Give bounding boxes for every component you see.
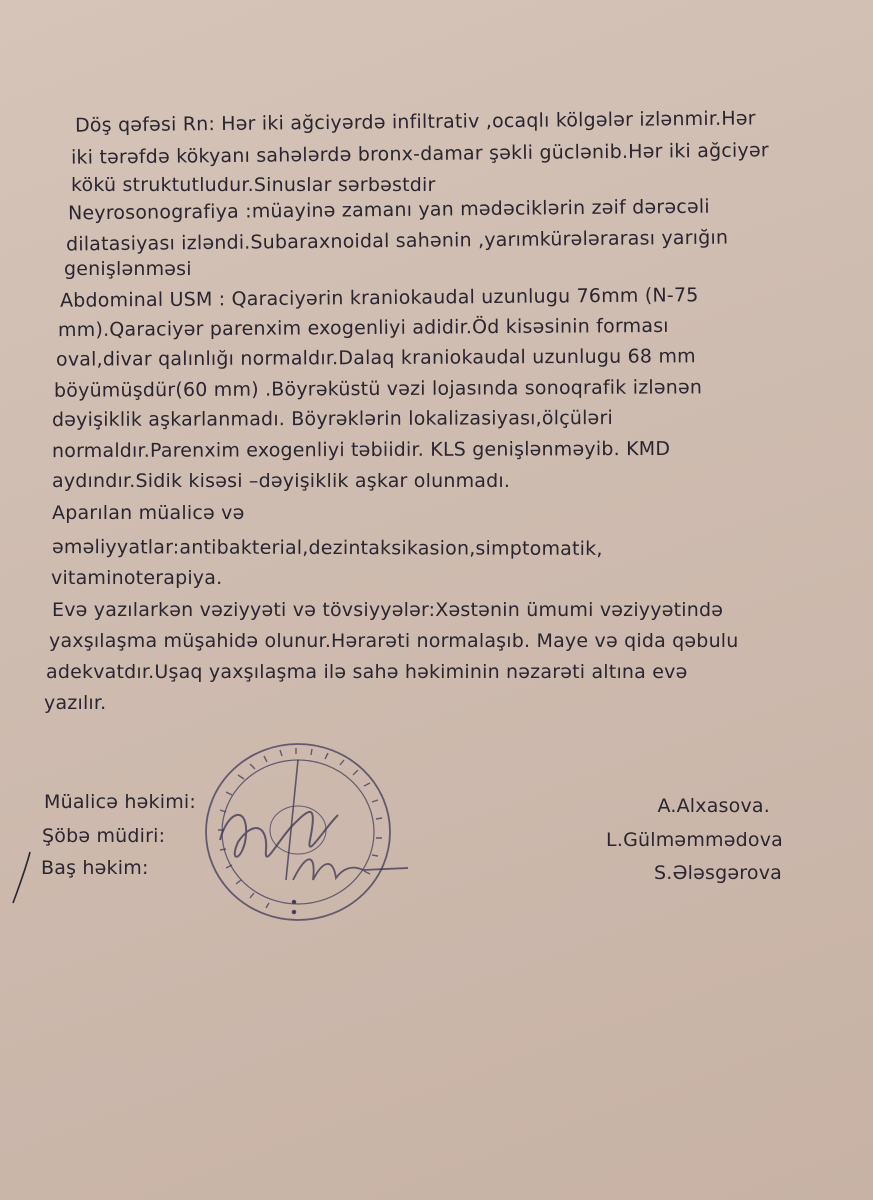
body-line: Abdominal USM : Qaraciyərin kraniokaudal uzunlugu 76mm (N-75 <box>59 284 699 312</box>
body-line: əməliyyatlar:antibakterial,dezintaksikasion,simptomatik, <box>51 536 603 560</box>
body-line: Evə yazılarkən vəziyyəti və tövsiyyələr:Xəstənin ümumi vəziyyətində <box>52 599 724 621</box>
signature-role-chief-doctor: Baş həkim: <box>41 857 149 879</box>
signature-role-treating-doctor: Müalicə həkimi: <box>44 791 197 813</box>
body-line: mm).Qaraciyər parenxim exogenliyi adidir.Öd kisəsinin forması <box>57 314 669 342</box>
body-line: dilatasiyası izləndi.Subaraxnoidal sahənin ,yarımkürələrarası yarığın <box>65 226 729 256</box>
body-line: genişlənməsi <box>64 258 192 280</box>
body-line: iki tərəfdə kökyanı sahələrdə bronx-damar şəkli güclənib.Hər iki ağciyər <box>70 139 769 169</box>
official-stamp-icon <box>198 730 418 930</box>
body-line: vitaminoterapiya. <box>51 567 223 589</box>
body-line: Döş qəfəsi Rn: Hər iki ağciyərdə infiltrativ ,ocaqlı kölgələr izlənmir.Hər <box>74 107 756 137</box>
body-line: Neyrosonografiya :müayinə zamanı yan mədəciklərin zəif dərəcəli <box>67 195 710 225</box>
body-line: Aparılan müalicə və <box>52 502 245 524</box>
body-line: normaldır.Parenxim exogenliyi təbiidir. KLS genişlənməyib. KMD <box>51 437 671 463</box>
body-line: adekvatdır.Uşaq yaxşılaşma ilə sahə həkiminin nəzarəti altına evə <box>46 661 688 683</box>
signature-role-department-head: Şöbə müdiri: <box>42 825 166 847</box>
body-line: oval,divar qalınlığı normaldır.Dalaq kraniokaudal uzunlugu 68 mm <box>55 345 696 371</box>
body-line: kökü struktutludur.Sinuslar sərbəstdir <box>71 174 436 196</box>
body-line: dəyişiklik aşkarlanmadı. Böyrəklərin lokalizasiyası,ölçüləri <box>51 407 613 431</box>
signature-name-department-head: L.Gülməmmədova <box>606 829 783 851</box>
body-line: aydındır.Sidik kisəsi –dəyişiklik aşkar olunmadı. <box>52 470 511 492</box>
signature-name-treating-doctor: A.Alxasova. <box>657 795 770 817</box>
body-line: böyümüşdür(60 mm) .Böyrəküstü vəzi lojasında sonoqrafik izlənən <box>53 376 703 402</box>
body-line: yaxşılaşma müşahidə olunur.Hərarəti normalaşıb. Maye və qida qəbulu <box>49 630 739 652</box>
signature-name-chief-doctor: S.Ələsgərova <box>654 862 782 884</box>
handwritten-mark-icon <box>8 848 38 908</box>
body-line: yazılır. <box>44 692 107 714</box>
